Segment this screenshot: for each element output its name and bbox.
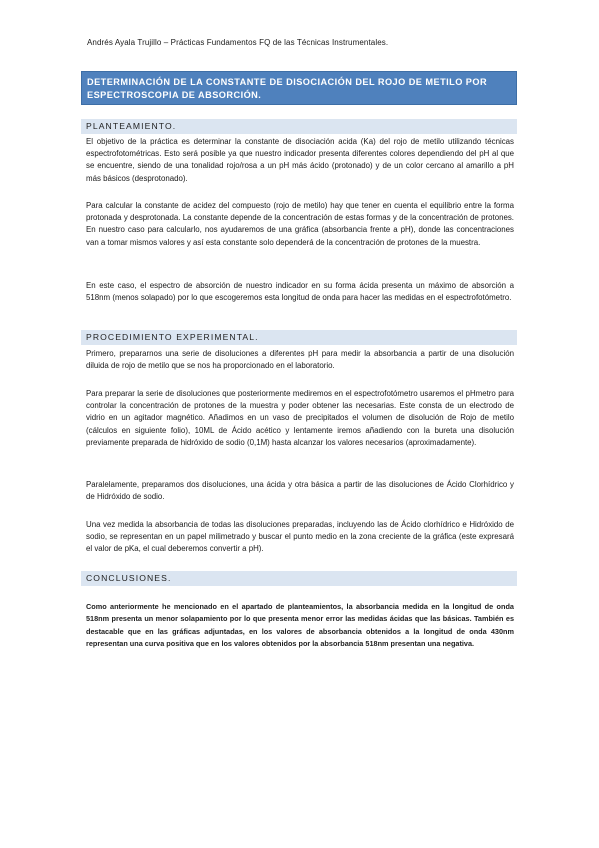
section-heading-procedimiento — [81, 330, 517, 345]
paragraph: Primero, prepararnos una serie de disoluciones a diferentes pH para medir la absorbancia a partir de una disolución diluida de rojo de metilo que se nos ha proporcionado en el laboratorio. — [86, 349, 514, 371]
title-banner — [81, 71, 517, 105]
paragraph: El objetivo de la práctica es determinar la constante de disociación acida (Ka) del rojo de metilo utilizando técnicas espectrofotométricas. Esto será posible ya que nuestro indicador presenta diferentes colores dependiendo del pH al que se encuentre, siendo de una tonalidad rojo/rosa a un pH más ácido (protonado) y de un color cercano al amarillo a pH más básicos (desprotonado). — [86, 137, 514, 183]
section-heading-text: CONCLUSIONES. — [86, 573, 172, 583]
document-title: DETERMINACIÓN DE LA CONSTANTE DE DISOCIACIÓN DEL ROJO DE METILO POR ESPECTROSCOPIA DE ABSORCIÓN. — [87, 77, 488, 100]
section-heading-text: PLANTEAMIENTO. — [86, 121, 177, 131]
paragraph: Para preparar la serie de disoluciones que posteriormente mediremos en el espectrofotómetro usaremos el pHmetro para controlar la concentración de protones de la muestra y poder obtener las necesarias. Este consta de un electrodo de vidrio en un agitador magnético. Añadimos en un vaso de precipitados el volumen de disolución de Rojo de metilo (cálculos en siguiente folio), 10ML de Ácido acético y lentamente iremos añadiendo con la bureta una disolución previamente preparada de hidróxido de sodio (0,1M) hasta alcanzar los valores necesarios (aproximadamente). — [86, 389, 514, 447]
paragraph: Paralelamente, preparamos dos disoluciones, una ácida y otra básica a partir de las disoluciones de Ácido Clorhídrico y de Hidróxido de sodio. — [86, 480, 514, 502]
paragraph: Una vez medida la absorbancia de todas las disoluciones preparadas, incluyendo las de Ácido clorhídrico e Hidróxido de sodio, se representan en un papel milimetrado y buscar el punto medio en la zona creciente de la gráfica (este expresará el valor de pKa, el cual deberemos convertir a pH). — [86, 520, 514, 554]
paragraph: Como anteriormente he mencionado en el apartado de planteamientos, la absorbancia medida en la longitud de onda 518nm presenta un menor solapamiento por lo que presenta menor error las medidas ácidas que las básicas. También es destacable que en las gráficas adjuntadas, en los valores de absorbancia obtenidos a la longitud de onda 430nm representan una curva positiva que en los valores obtenidos por la absorbancia 518nm presentan una negativa. — [86, 602, 514, 649]
running-header: Andrés Ayala Trujillo – Prácticas Fundamentos FQ de las Técnicas Instrumentales. — [87, 38, 389, 47]
section-heading-text: PROCEDIMIENTO EXPERIMENTAL. — [86, 332, 259, 342]
paragraph: Para calcular la constante de acidez del compuesto (rojo de metilo) hay que tener en cuenta el equilibrio entre la forma protonada y desprotonada. La constante depende de la concentración de estas formas y de la concentración de protones. En nuestro caso para calcularlo, nos ayudaremos de una gráfica (absorbancia frente a pH), donde las concentraciones van a tomar mismos valores y así esta constante solo dependerá de la concentración de protones de la muestra. — [86, 201, 514, 247]
section-heading-conclusiones — [81, 571, 517, 586]
paragraph: En este caso, el espectro de absorción de nuestro indicador en su forma ácida presenta un máximo de absorción a 518nm (menos solapado) por lo que escogeremos esta longitud de onda para hacer las medidas en el espectrofotómetro. — [86, 281, 514, 303]
section-heading-planteamiento — [81, 119, 517, 134]
